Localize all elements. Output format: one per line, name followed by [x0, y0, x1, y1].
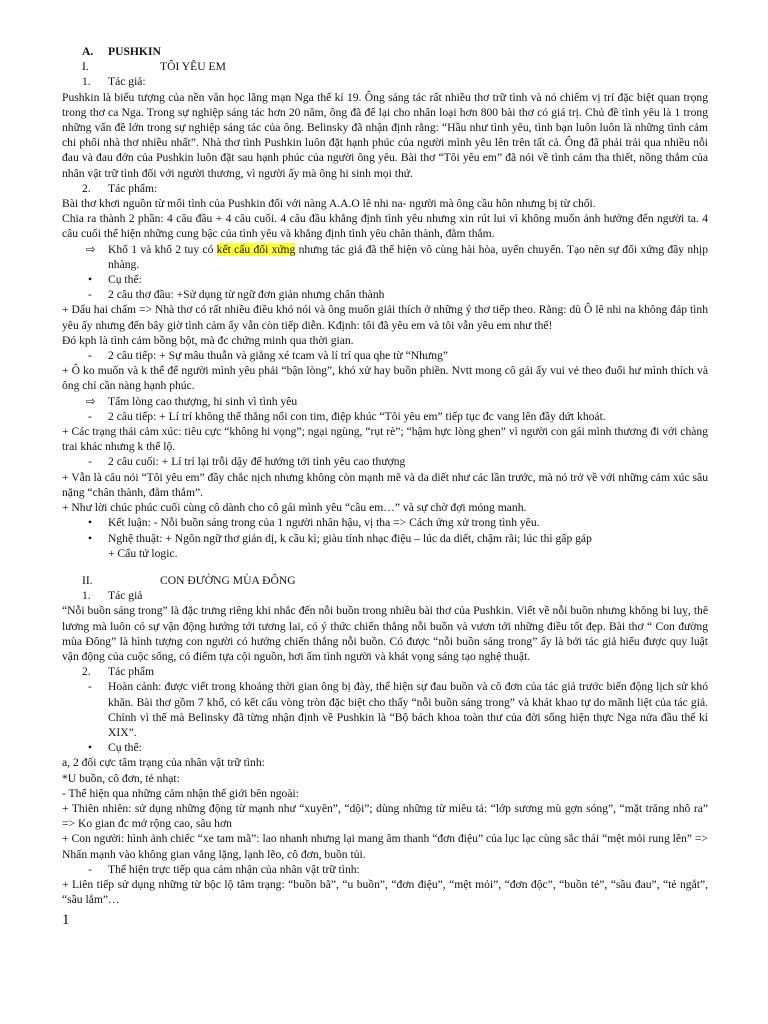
- bullet-icon: •: [88, 273, 93, 287]
- plus-nature: + Thiên nhiên: sử dụng những động từ mạnh như “xuyên”, “dội”; dùng những từ miêu tả: “lớp sương mù gợn sóng”, “mặt trăng nhô ra” => Ko gian đc mở rộng cao, sâu hơn: [62, 801, 708, 831]
- arrow-item-structure: ⇨ Khổ 1 và khổ 2 tuy có kết cấu đối xứng nhưng tác giả đã thể hiện vô cùng hài hòa, uyển chuyển. Tạo nên sự đối xứng đầy nhịp nhàng.: [86, 242, 708, 271]
- heading-ii-1: 1. Tác giả: [82, 589, 143, 603]
- bullet-item-cuthe: • Cụ thể:: [88, 273, 142, 287]
- heading-ii-2: 2. Tác phẩm: [82, 665, 155, 679]
- plus-paragraph-1: + Dấu hai chấm => Nhà thơ có rất nhiều điều khó nói và ông muốn giải thích ở những ý thơ tiếp theo. Rằng: dù Ô lê nhi na không đáp tình yêu ấy nhưng đến bây giờ tình cảm ấy vẫn còn tiếp diễn. Kđịnh: tôi đã yêu em và tôi vẫn yêu em như thế!: [62, 303, 708, 332]
- arrow-item-noble: ⇨ Tấm lòng cao thượng, hi sinh vì tình yêu: [86, 394, 298, 408]
- plus-paragraph-1b: Đó kph là tình cảm bồng bột, mà đc chứng minh qua thời gian.: [62, 333, 354, 347]
- dash-item-direct: - Thể hiện trực tiếp qua cảm nhận của nhân vật trữ tình:: [88, 862, 360, 876]
- plus-paragraph-3: + Các trạng thái cảm xúc: tiêu cực “không hi vọng”; ngại ngùng, “rụt rè”; “hậm hực lòng ghen” vì người con gái mình thương đi với chàng trai khác nhưng k thể lộ.: [62, 425, 708, 454]
- heading-i: I. TÔI YÊU EM: [82, 60, 226, 74]
- bullet-icon: •: [88, 516, 93, 530]
- sub-heading-star: *U buồn, cô đơn, tẻ nhạt:: [62, 771, 180, 785]
- author-paragraph: Pushkin là biểu tượng của nền văn học lãng mạn Nga thế kỉ 19. Ông sáng tác rất nhiều thơ trữ tình và nó chiếm vị trí đặc biệt quan trọng trong thơ ca Nga. Trong sự nghiệp sáng tác hơn 20 năm, ông đã để lại cho nhân loại hơn 800 bài thơ có giá trị. Chủ đề tình yêu là 1 trong những vấn đề lớn trong sự nghiệp sáng tác của ông. Belinsky đã nhận định rằng: “Hầu như tình yêu, tình bạn luôn luôn là những tình cảm chi phối nhà thơ nhiều nhất”. Nhà thơ tình Pushkin luôn đặt hạnh phúc của người mình yêu lên trên tất cả. Ông đã phải trải qua nhiều nỗi đau và đau đớn của Pushkin luôn đặt sau hạnh phúc của người ông yêu. Bài thơ “Tôi yêu em” đã nói về tình cảm tha thiết, nồng thắm của nhân vật trữ tình đối với người thương, vì người ấy mà ông hi sinh mọi thứ.: [62, 90, 708, 180]
- heading-a: A. PUSHKIN: [82, 45, 161, 58]
- heading-i-2: 2. Tác phẩm:: [82, 181, 158, 195]
- page-number: 1: [62, 912, 70, 928]
- plus-paragraph-2: + Ô ko muốn và k thể để người mình yêu phải “bận lòng”, khó xử hay buồn phiền. Nvtt mong cô gái ấy vui vẻ theo đuổi hư mình thích và ông chỉ cần nàng hạnh phúc.: [62, 364, 708, 393]
- dash-item-4: - 2 câu cuối: + Lí trí lại trỗi dậy để hướng tới tình yêu cao thượng: [88, 455, 406, 469]
- highlighted-text: kết cấu đối xứng: [216, 242, 296, 256]
- bullet-item-nghethuat: • Nghệ thuật: + Ngôn ngữ thơ giản dị, k cầu kì; giàu tính nhạc điệu – lúc da diết, chậm rãi; lúc thì gấp gáp: [88, 531, 592, 545]
- dash-item-3: - 2 câu tiếp: + Lí trí không thể thắng nổi con tim, điệp khúc “Tôi yêu em” tiếp tục đc vang lên đầy dứt khoát.: [88, 409, 606, 423]
- dash-item-1: - 2 câu thơ đầu: +Sử dụng từ ngữ đơn giản nhưng chân thành: [88, 288, 385, 302]
- work-paragraph-1: Bài thơ khơi nguồn từ mối tình của Pushkin đối với nàng A.A.O lê nhi na- người mà ông cầu hôn nhưng bị từ chối.: [62, 197, 596, 211]
- bullet-item-cuthe-2: • Cụ thể:: [88, 741, 142, 755]
- heading-ii: II. CON ĐƯỜNG MÙA ĐÔNG: [82, 573, 296, 587]
- plus-paragraph-4: + Vẫn là câu nói “Tôi yêu em” đầy chắc nịch nhưng không còn mạnh mẽ và da diết như các lần trước, mà nó trở về với những cảm xúc sâu nặng “chân thành, đằm thắm”.: [62, 470, 708, 499]
- sub-heading-a: a, 2 đối cực tâm trạng của nhân vật trữ tình:: [62, 756, 265, 770]
- nghethuat-continuation: + Cấu tứ logic.: [108, 546, 178, 560]
- dash-item-hoancanh: - Hoàn cảnh: được viết trong khoảng thời gian ông bị đày, thể hiện sự đau buồn và cô đơn của tác giả trước biến động lịch sử khó khăn. Bài thơ gồm 7 khổ, có kết cấu vòng tròn đặc biệt cho thấy “nỗi buồn sáng trong” và khát khao tự do mãnh liệt của tác giả. Chính vì thế mà Belinsky đã từng nhận định về Pushkin là “Bộ bách khoa toàn thư của đời sống hiện thực Nga nửa đầu thế kỉ XIX”.: [88, 680, 708, 739]
- author-paragraph-2: “Nỗi buồn sáng trong” là đặc trưng riêng khi nhắc đến nỗi buồn trong nhiều bài thơ của Pushkin. Viết về nỗi buồn nhưng không bi luỵ, thê lương mà luôn có sự vận động hướng tới tương lai, có ý thức chiến thắng nỗi buồn và vươn tới những điều tốt đẹp. Bài thơ “ Con đường mùa Đông” là hình tượng con người có hướng chiến thắng nỗi buồn. Có được “nỗi buồn sáng trong” ấy là bởi tác giả hiểu được quy luật vận động của cuộc sống, có điểm tựa cội nguồn, hơi ấm tình người và khát vọng sáng tạo nghệ thuật.: [62, 604, 708, 663]
- plus-paragraph-5: + Như lời chúc phúc cuối cùng cô dành cho cô gái mình yêu “cầu em…” và sự chờ đợi mỏng manh.: [62, 501, 527, 515]
- arrow-icon: ⇨: [86, 394, 96, 408]
- heading-i-1: 1. Tác giả:: [82, 75, 146, 89]
- dash-outside-world: - Thể hiện qua những cảm nhận thế giới bên ngoài:: [62, 786, 299, 800]
- bullet-icon: •: [88, 531, 93, 545]
- section-gap: [62, 561, 708, 573]
- plus-people: + Con người: hình ảnh chiếc “xe tam mã”: lao nhanh nhưng lại mang âm thanh “đơn điệu” của lục lạc cùng sắc thái “mệt mỏi rung lên” => Nhấn mạnh vào không gian vắng lặng, lạnh lẽo, cô đơn, buồn tủi.: [62, 832, 708, 861]
- plus-consecutive: + Liên tiếp sử dụng những từ bộc lộ tâm trạng: “buồn bã”, “u buồn”, “đơn điệu”, “mệt mỏi”, “đơn độc”, “buồn tẻ”, “sầu đau”, “tẻ ngắt”, “sầu lắm”…: [62, 877, 708, 907]
- bullet-icon: •: [88, 741, 93, 755]
- bullet-item-ketluan: • Kết luận: - Nỗi buồn sáng trong của 1 người nhân hậu, vị tha => Cách ứng xử trong tình yêu.: [88, 516, 540, 530]
- document-page: [62, 44, 708, 907]
- arrow-icon: ⇨: [86, 242, 96, 256]
- dash-item-2: - 2 câu tiếp: + Sự mâu thuẫn và giằng xé tcam và lí trí qua qhe từ “Nhưng”: [88, 349, 448, 363]
- work-paragraph-2: Chia ra thành 2 phần: 4 câu đầu + 4 câu cuối. 4 câu đầu khẳng định tình yêu nhưng xin rút lui vì không muốn ảnh hưởng đến người ta. 4 câu cuối thể hiện những cung bậc của tình yêu và khẳng định tình yêu chân thành, đằm thắm.: [62, 212, 708, 241]
